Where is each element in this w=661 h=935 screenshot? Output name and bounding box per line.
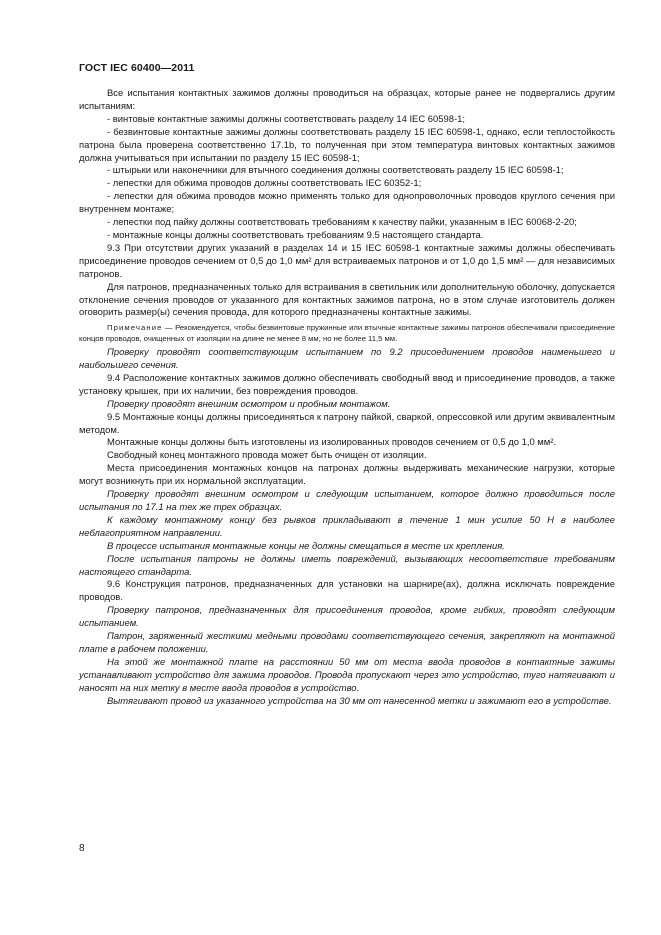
list-item: - штырьки или наконечники для втычного соединения должны соответствовать разделу 15 IEC 60598-1; [107,165,564,177]
paragraph: Монтажные концы должны быть изготовлены из изолированных проводов сечением от 0,5 до 1,0 мм². [107,437,557,449]
list-item: - лепестки под пайку должны соответствовать требованиям к качеству пайки, указанным в IEC 60068-2-20; [107,217,577,229]
section-9-3: 9.3 При отсутствии других указаний в разделах 14 и 15 IEC 60598-1 контактные зажимы должны обеспечивать присоединение проводов сечением от 0,5 до 1,0 мм² для встраиваемых патронов и от 1,0 до 1,5 мм² — для независимых патронов. [79,242,615,280]
test-paragraph: Проверку патронов, предназначенных для присоединения проводов, кроме гибких, проводят следующим испытанием. [79,605,615,630]
note-label: Примечание [107,323,163,333]
test-paragraph: В процессе испытания монтажные концы не должны смещаться в месте их крепления. [107,540,505,552]
paragraph: Свободный конец монтажного провода может быть очищен от изоляции. [107,450,427,462]
page-number: 8 [79,843,85,854]
section-9-5: 9.5 Монтажные концы должны присоединяться к патрону пайкой, сваркой, опрессовкой или другим эквивалентным методом. [79,411,615,436]
test-paragraph: Проверку проводят внешним осмотром и пробным монтажом. [107,398,391,410]
test-paragraph: Проверку проводят внешним осмотром и следующим испытанием, которое должно проводиться после испытания по 17.1 на тех же трех образцах. [79,489,615,513]
test-paragraph: После испытания патроны не должны иметь повреждений, вызывающих несоответствие требованиям настоящего стандарта. [79,553,615,578]
note [79,323,615,344]
test-paragraph: Патрон, заряженный жесткими медными проводами соответствующего сечения, закрепляют на монтажной плате в рабочем положении. [79,631,615,655]
section-9-4: 9.4 Расположение контактных зажимов должно обеспечивать свободный ввод и присоединение проводов, а также установку крышек, при их наличии, без повреждения проводов. [79,372,615,397]
body-text [79,88,615,709]
standard-header: ГОСТ IEC 60400—2011 [79,62,195,74]
list-item: - безвинтовые контактные зажимы должны соответствовать разделу 15 IEC 60598-1, однако, если теплостойкость патрона была проверена соответственно 17.1b, то полученная при этом температура винтовых контактных зажимов должна учитываться при испытании по разделу 15 IEC 60598-1; [79,126,615,164]
test-paragraph: Вытягивают провод из указанного устройства на 30 мм от нанесенной метки и зажимают его в устройстве. [107,695,612,707]
test-paragraph: На этой же монтажной плате на расстоянии 50 мм от места ввода проводов в контактные зажимы устанавливают устройство для зажима проводов. Провода пропускают через это устройство, туго натягивают и наносят на них метку в месте ввода проводов в устройство. [79,656,615,694]
list-item: - винтовые контактные зажимы должны соответствовать разделу 14 IEC 60598-1; [107,113,466,125]
test-paragraph: К каждому монтажному концу без рывков прикладывают в течение 1 мин усилие 50 Н в наиболее неблагоприятном направлении. [79,514,615,539]
list-item: - лепестки для обжима проводов должны соответствовать IEC 60352-1; [107,178,422,190]
test-paragraph: Проверку проводят соответствующим испытанием по 9.2 присоединением проводов наименьшего и наибольшего сечения. [79,347,615,372]
note-text: — Рекомендуется, чтобы безвинтовые пружинные или втычные контактные зажимы патронов обеспечивали присоединение концов проводов, очищенных от изоляции на длине не менее 8 мм, но не более 11,5 мм. [79,323,615,343]
paragraph: Места присоединения монтажных концов на патронах должны выдерживать механические нагрузки, которые могут возникнуть при их нормальной эксплуатации. [79,463,615,488]
list-item: - монтажные концы должны соответствовать требованиям 9.5 настоящего стандарта. [107,229,484,241]
paragraph: Для патронов, предназначенных только для встраивания в светильник или дополнительную оболочку, допускается отклонение сечения проводов от указанного для контактных зажимов патрона, но в этом случае изготовитель должен оговорить размер(ы) сечения провода, для которого предназначены контактные зажимы. [79,281,615,319]
section-9-6: 9.6 Конструкция патронов, предназначенных для установки на шарнире(ах), должна исключать повреждение проводов. [79,579,615,604]
paragraph: Все испытания контактных зажимов должны проводиться на образцах, которые ранее не подвергались другим испытаниям: [79,88,615,112]
list-item: - лепестки для обжима проводов можно применять только для однопроволочных проводов круглого сечения при внутреннем монтаже; [79,191,615,216]
